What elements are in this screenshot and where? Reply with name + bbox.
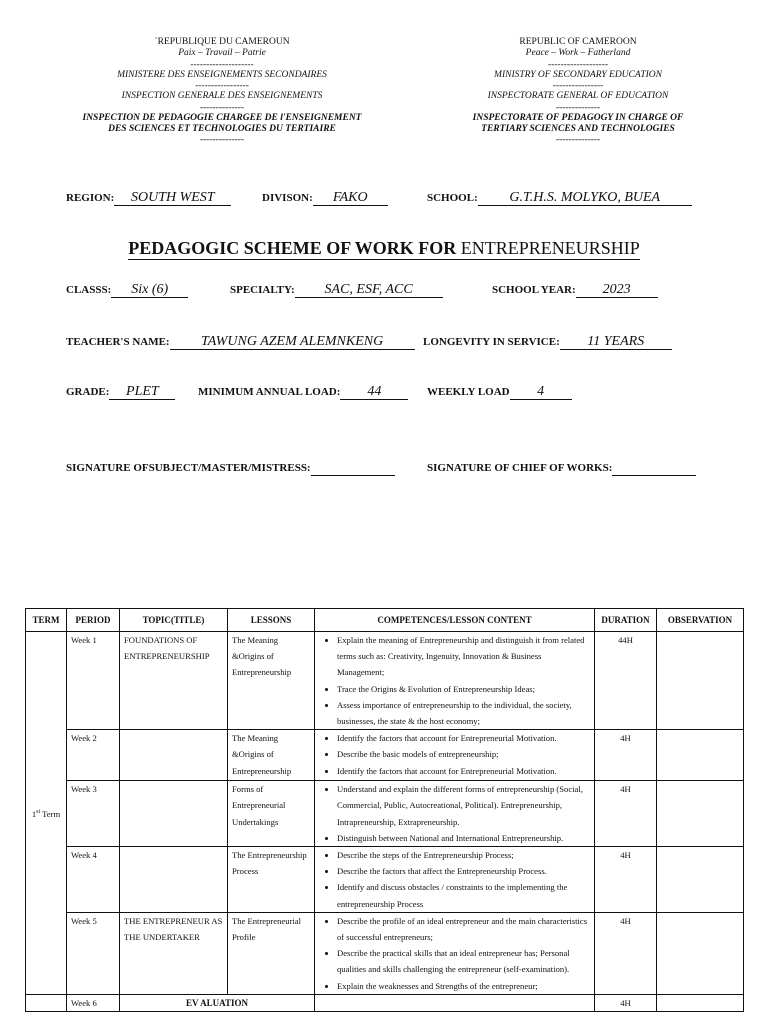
specialty-value: SAC, ESF, ACC xyxy=(295,283,443,298)
region-field xyxy=(66,188,231,206)
observation-cell xyxy=(657,632,744,730)
term-number: 1 xyxy=(31,808,37,819)
school-value: G.T.H.S. MOLYKO, BUEA xyxy=(478,191,692,206)
school-year-value: 2023 xyxy=(576,283,658,298)
school-label: SCHOOL: xyxy=(427,192,478,204)
weekly-load-value: 4 xyxy=(510,385,572,400)
min-load-value: 44 xyxy=(340,385,408,400)
signature-master-line xyxy=(311,461,395,476)
teacher-field xyxy=(66,332,415,350)
col-header-duration: DURATION xyxy=(595,609,657,632)
longevity-value: 11 YEARS xyxy=(560,335,672,350)
min-load-label: MINIMUM ANNUAL LOAD: xyxy=(198,386,341,398)
signature-chief-label: SIGNATURE OF CHIEF OF WORKS: xyxy=(427,462,613,474)
content-item: • Describe the steps of the Entrepreneurship Process; xyxy=(337,847,590,863)
duration-cell: 4H xyxy=(595,847,657,913)
content-cell xyxy=(315,912,595,994)
col-header-lessons: LESSONS xyxy=(228,609,315,632)
separator: -------------- xyxy=(555,102,601,113)
header-english xyxy=(413,37,743,145)
region-value: SOUTH WEST xyxy=(114,191,231,206)
content-cell xyxy=(315,730,595,781)
table-row xyxy=(26,781,744,847)
period-cell: Week 5 xyxy=(67,912,120,994)
header-french xyxy=(57,37,387,145)
content-item: • Identify the factors that account for Entrepreneurial Motivation. xyxy=(337,763,590,779)
inspection-pedagogy-fr-2: DES SCIENCES ET TECHNOLOGIES DU TERTIAIRE xyxy=(108,124,336,135)
content-item: • Describe the profile of an ideal entrepreneur and the main characteristics of successful entrepreneurs; xyxy=(337,913,590,945)
division-field xyxy=(262,188,388,206)
col-header-topic: TOPIC(TITLE) xyxy=(120,609,228,632)
separator: ----------------- xyxy=(195,81,249,92)
scheme-of-work-table xyxy=(25,608,744,1012)
school-year-label: SCHOOL YEAR: xyxy=(492,284,576,296)
topic-cell: FOUNDATIONS OF ENTREPRENEURSHIP xyxy=(120,632,228,730)
motto-en: Peace – Work – Fatherland xyxy=(525,48,631,59)
weekly-load-label: WEEKLY LOAD xyxy=(427,386,510,398)
separator: ------------------- xyxy=(547,59,609,70)
signature-master-field xyxy=(66,458,395,476)
division-value: FAKO xyxy=(313,191,388,206)
table-row xyxy=(26,730,744,781)
motto-fr: Paix – Travail – Patrie xyxy=(178,48,266,59)
title-bold: PEDAGOGIC SCHEME OF WORK FOR xyxy=(128,238,457,258)
separator: -------------- xyxy=(199,102,245,113)
content-cell xyxy=(315,632,595,730)
col-header-period: PERIOD xyxy=(67,609,120,632)
class-value: Six (6) xyxy=(111,283,188,298)
table-row xyxy=(26,847,744,913)
longevity-label: LONGEVITY IN SERVICE: xyxy=(423,336,560,348)
topic-cell xyxy=(120,730,228,781)
content-item: • Describe the factors that affect the Entrepreneurship Process. xyxy=(337,863,590,879)
class-label: CLASSS: xyxy=(66,284,112,296)
weekly-load-field xyxy=(427,382,572,400)
content-cell xyxy=(315,994,595,1011)
term-cell-empty xyxy=(26,994,67,1011)
specialty-field xyxy=(230,280,443,298)
term-cell xyxy=(26,632,67,995)
country-name-fr: `REPUBLIQUE DU CAMEROUN xyxy=(154,37,290,47)
signature-chief-field xyxy=(427,458,696,476)
separator: -------------- xyxy=(199,135,245,146)
school-year-field xyxy=(492,280,658,298)
grade-label: GRADE: xyxy=(66,386,110,398)
period-cell: Week 2 xyxy=(67,730,120,781)
content-item: • Identify the factors that account for Entrepreneurial Motivation. xyxy=(337,730,590,746)
lesson-cell: The Meaning &Origins of Entrepreneurship xyxy=(228,632,315,730)
class-field xyxy=(66,280,188,298)
inspection-general-fr: INSPECTION GENERALE DES ENSEIGNEMENTS xyxy=(121,91,323,102)
longevity-field xyxy=(423,332,672,350)
term-word: Term xyxy=(40,808,61,819)
lesson-cell: Forms of Entrepreneurial Undertakings xyxy=(228,781,315,847)
topic-cell: THE ENTREPRENEUR AS THE UNDERTAKER xyxy=(120,912,228,994)
observation-cell xyxy=(657,730,744,781)
duration-cell: 44H xyxy=(595,632,657,730)
school-field xyxy=(427,188,692,206)
ministry-en: MINISTRY OF SECONDARY EDUCATION xyxy=(494,69,662,80)
lesson-cell: The Entrepreneurship Process xyxy=(228,847,315,913)
observation-cell xyxy=(657,994,744,1011)
content-item: • Describe the basic models of entrepreneurship; xyxy=(337,746,590,762)
col-header-content: COMPETENCES/LESSON CONTENT xyxy=(315,609,595,632)
signature-chief-line xyxy=(612,461,696,476)
specialty-label: SPECIALTY: xyxy=(230,284,295,296)
observation-cell xyxy=(657,847,744,913)
term-suffix: st xyxy=(36,808,41,815)
content-item: • Assess importance of entrepreneurship to the individual, the society, businesses, the state & the host economy; xyxy=(337,697,590,729)
duration-cell: 4H xyxy=(595,730,657,781)
period-cell: Week 6 xyxy=(67,994,120,1011)
teacher-value: TAWUNG AZEM ALEMNKENG xyxy=(170,335,415,350)
content-cell xyxy=(315,781,595,847)
signature-master-label: SIGNATURE OFSUBJECT/MASTER/MISTRESS: xyxy=(66,462,311,474)
table-row-evaluation xyxy=(26,994,744,1011)
inspection-pedagogy-en-1: INSPECTORATE OF PEDAGOGY IN CHARGE OF xyxy=(472,112,684,123)
duration-cell: 4H xyxy=(595,994,657,1011)
col-header-observation: OBSERVATION xyxy=(657,609,744,632)
evaluation-label: EV ALUATION xyxy=(120,994,315,1011)
separator: ---------------- xyxy=(552,81,604,92)
table-header-row xyxy=(26,609,744,632)
table-row xyxy=(26,632,744,730)
period-cell: Week 4 xyxy=(67,847,120,913)
division-label: DIVISON: xyxy=(262,192,313,204)
table-row xyxy=(26,912,744,994)
content-item: • Explain the weaknesses and Strengths of the entrepreneur; xyxy=(337,978,590,994)
title-subject: ENTREPRENEURSHIP xyxy=(456,238,640,258)
grade-value: PLET xyxy=(109,385,175,400)
content-item: • Identify and discuss obstacles / constraints to the implementing the entrepreneurship Process xyxy=(337,879,590,911)
inspection-pedagogy-en-2: TERTIARY SCIENCES AND TECHNOLOGIES xyxy=(481,124,675,135)
topic-cell xyxy=(120,781,228,847)
grade-field xyxy=(66,382,175,400)
min-load-field xyxy=(198,382,408,400)
ministry-fr: MINISTERE DES ENSEIGNEMENTS SECONDAIRES xyxy=(117,69,327,80)
lesson-cell: The Meaning &Origins of Entrepreneurship xyxy=(228,730,315,781)
period-cell: Week 3 xyxy=(67,781,120,847)
content-item: • Describe the practical skills that an ideal entrepreneur has; Personal qualities and skills challenging the entrepreneur (self-examination). xyxy=(337,945,590,977)
separator: -------------- xyxy=(555,135,601,146)
lesson-cell: The Entrepreneurial Profile xyxy=(228,912,315,994)
col-header-term: TERM xyxy=(26,609,67,632)
document-title xyxy=(0,238,768,259)
content-item: • Distinguish between National and International Entrepreneurship. xyxy=(337,830,590,846)
inspection-general-en: INSPECTORATE GENERAL OF EDUCATION xyxy=(487,91,669,102)
separator: -------------------- xyxy=(190,59,254,70)
observation-cell xyxy=(657,912,744,994)
teacher-label: TEACHER'S NAME: xyxy=(66,336,170,348)
observation-cell xyxy=(657,781,744,847)
duration-cell: 4H xyxy=(595,781,657,847)
region-label: REGION: xyxy=(66,192,115,204)
duration-cell: 4H xyxy=(595,912,657,994)
inspection-pedagogy-fr-1: INSPECTION DE PEDAGOGIE CHARGEE DE l'ENSEIGNEMENT xyxy=(82,112,362,123)
content-item: • Trace the Origins & Evolution of Entrepreneurship Ideas; xyxy=(337,681,590,697)
topic-cell xyxy=(120,847,228,913)
content-item: • Understand and explain the different forms of entrepreneurship (Social, Commercial, Public, Autocreational, Political). Entrepreneurship, Intrapreneurship, Extrapreneurship. xyxy=(337,781,590,830)
period-cell: Week 1 xyxy=(67,632,120,730)
content-item: • Explain the meaning of Entrepreneurship and distinguish it from related terms such as: Creativity, Ingenuity, Innovation & Business Management; xyxy=(337,632,590,681)
content-cell xyxy=(315,847,595,913)
country-name-en: REPUBLIC OF CAMEROON xyxy=(519,37,637,47)
